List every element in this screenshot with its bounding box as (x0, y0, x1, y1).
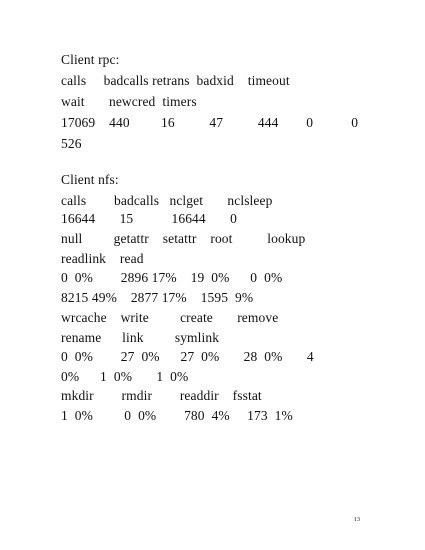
nfs-header-row-1: calls badcalls nclget nclsleep (61, 193, 273, 208)
nfs-header-row-4: wrcache write create remove (61, 310, 279, 325)
nfs-header-row-5: rename link symlink (61, 330, 220, 345)
nfs-header-row-3: readlink read (61, 251, 144, 266)
rpc-values-row-2: 526 (61, 136, 82, 151)
nfs-values-row-6: 1 0% 0 0% 780 4% 173 1% (61, 408, 293, 423)
client-rpc-heading: Client rpc: (61, 52, 120, 67)
nfs-values-row-2: 0 0% 2896 17% 19 0% 0 0% (61, 270, 283, 285)
nfs-header-row-6: mkdir rmdir readdir fsstat (61, 388, 262, 403)
nfs-values-row-1: 16644 15 16644 0 (61, 211, 237, 226)
rpc-header-row-1: calls badcalls retrans badxid timeout (61, 73, 290, 88)
nfs-values-row-3: 8215 49% 2877 17% 1595 9% (61, 290, 254, 305)
page-number: 13 (354, 517, 360, 523)
rpc-values-row-1: 17069 440 16 47 444 0 0 (61, 115, 359, 130)
rpc-header-row-2: wait newcred timers (61, 94, 197, 109)
nfs-values-row-5: 0% 1 0% 1 0% (61, 369, 189, 384)
nfs-header-row-2: null getattr setattr root lookup (61, 231, 306, 246)
client-nfs-heading: Client nfs: (61, 172, 119, 187)
nfs-values-row-4: 0 0% 27 0% 27 0% 28 0% 4 (61, 349, 314, 364)
